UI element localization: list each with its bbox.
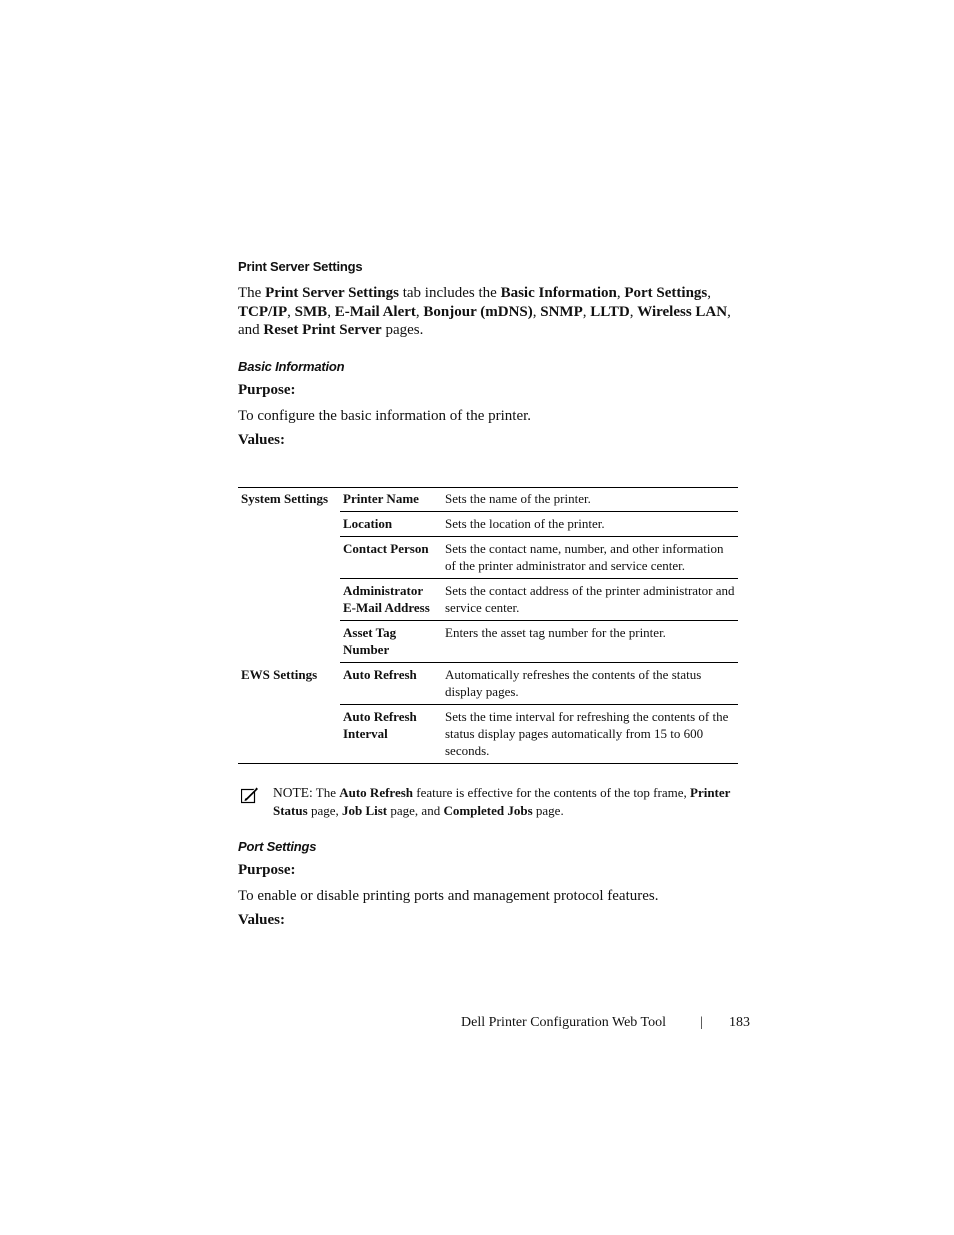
port-settings-heading: Port Settings <box>238 839 317 854</box>
intro-text: , <box>532 303 541 320</box>
intro-term: Print Server Settings <box>265 285 399 301</box>
table-desc: Automatically refreshes the contents of the status display pages. <box>442 663 738 705</box>
section-title: Print Server Settings <box>238 259 363 274</box>
table-desc: Sets the location of the printer. <box>442 512 738 537</box>
footer-title: Dell Printer Configuration Web Tool <box>461 1015 667 1030</box>
table-desc: Sets the name of the printer. <box>442 487 738 512</box>
intro-text: , <box>629 303 638 320</box>
port-purpose-label: Purpose: <box>238 862 296 878</box>
basic-information-heading: Basic Information <box>238 359 345 374</box>
table-row <box>238 487 738 512</box>
intro-term: SMB <box>294 303 328 320</box>
note-fragment: page, <box>307 802 342 818</box>
intro-term: Reset Print Server <box>263 322 382 338</box>
intro-text: The <box>238 285 266 301</box>
note-term: Job List <box>341 802 388 818</box>
basic-purpose-label: Purpose: <box>238 382 296 398</box>
intro-term: Bonjour (mDNS) <box>423 303 533 320</box>
note-fragment: page, and <box>387 802 444 818</box>
intro-text: , <box>415 303 424 320</box>
note-term: Printer Status <box>273 785 731 818</box>
table-group-label: EWS Settings <box>238 663 340 764</box>
table-item: Auto Refresh Interval <box>340 705 442 764</box>
table-group-label: System Settings <box>241 491 329 506</box>
note-lead: NOTE: <box>273 785 313 800</box>
note-fragment: feature is effective for the contents of the top frame, <box>413 785 690 800</box>
intro-term: Port Settings <box>624 285 708 301</box>
port-values-label: Values: <box>238 912 285 928</box>
port-purpose-text: To enable or disable printing ports and management protocol features. <box>238 888 659 904</box>
basic-values-label: Values: <box>238 432 285 448</box>
table-item: Auto Refresh <box>340 663 442 705</box>
intro-text: , <box>287 303 295 320</box>
note-term: Completed Jobs <box>443 802 533 818</box>
table-item: Contact Person <box>340 537 442 579</box>
note-term: Auto Refresh <box>339 785 414 800</box>
intro-term: TCP/IP <box>238 303 288 320</box>
table-item: Asset Tag Number <box>340 621 442 663</box>
table-desc: Sets the time interval for refreshing the contents of the status display pages automatically from 15 to 600 seconds. <box>442 705 738 764</box>
basic-values-table <box>238 487 738 764</box>
intro-text: , <box>327 303 335 320</box>
footer-separator: | <box>700 1015 703 1030</box>
intro-text: , <box>616 285 625 301</box>
intro-term: Basic Information <box>500 285 617 301</box>
note-fragment: page. <box>532 802 564 818</box>
note-text <box>273 784 733 819</box>
table-desc: Sets the contact name, number, and other information of the printer administrator and service center. <box>442 537 738 579</box>
table-desc: Enters the asset tag number for the printer. <box>442 621 738 663</box>
intro-term: E-Mail Alert <box>334 303 416 320</box>
intro-paragraph <box>238 284 738 340</box>
page-number: 183 <box>729 1015 750 1030</box>
table-item: Printer Name <box>340 487 442 512</box>
table-item: Administrator E-Mail Address <box>340 579 442 621</box>
intro-text: tab includes the <box>398 285 501 301</box>
basic-purpose-text: To configure the basic information of the printer. <box>238 408 532 424</box>
intro-term: LLTD <box>590 303 630 320</box>
table-row <box>238 663 738 705</box>
table-desc: Sets the contact address of the printer administrator and service center. <box>442 579 738 621</box>
table-item: Location <box>340 512 442 537</box>
intro-term: Wireless LAN <box>637 303 728 320</box>
intro-text: pages. <box>381 322 424 338</box>
intro-text: , <box>707 285 711 301</box>
intro-text: , <box>582 303 591 320</box>
note-fragment: The <box>312 785 340 800</box>
intro-term: SNMP <box>540 303 583 320</box>
pencil-note-icon <box>241 786 259 804</box>
intro-text: , and <box>238 303 731 338</box>
